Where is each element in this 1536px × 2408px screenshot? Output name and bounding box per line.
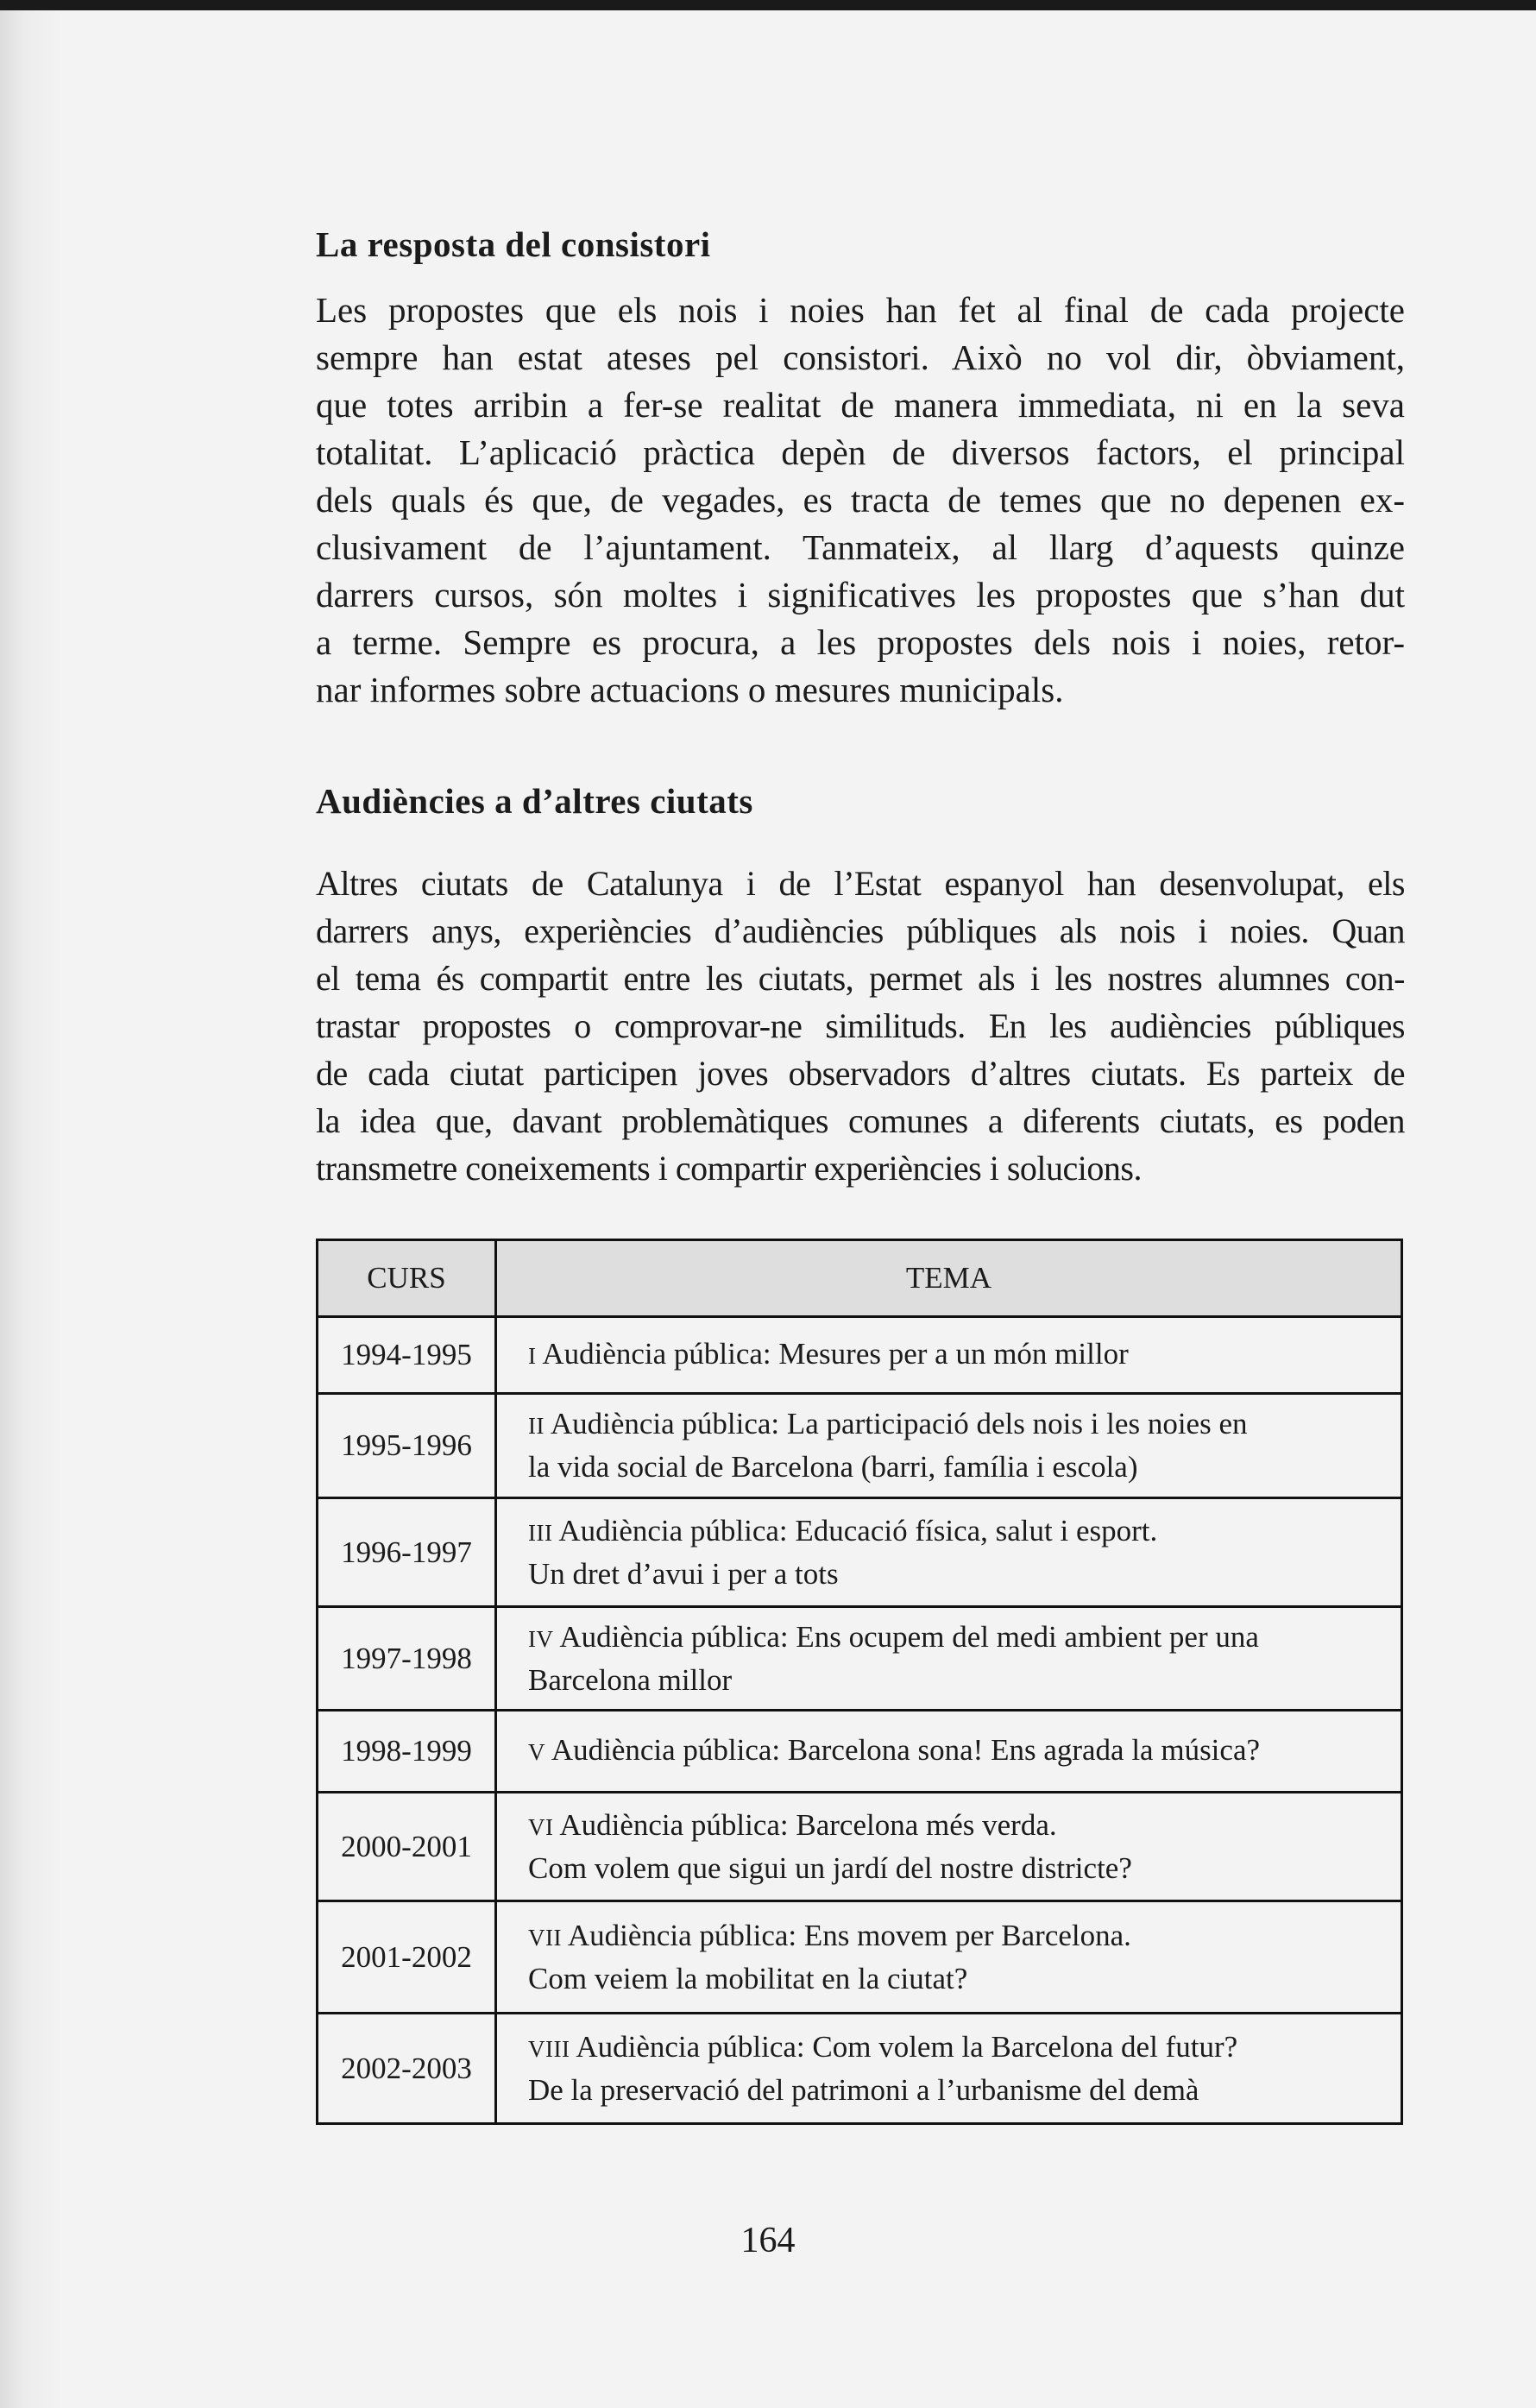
roman-numeral: I bbox=[528, 1343, 537, 1369]
roman-numeral: VI bbox=[528, 1813, 554, 1840]
curs-cell: 1997-1998 bbox=[318, 1607, 496, 1711]
tema-cell bbox=[496, 1901, 1402, 2014]
tema-line: Com veiem la mobilitat en la ciutat? bbox=[528, 1961, 968, 1995]
header-curs: CURS bbox=[318, 1240, 496, 1317]
roman-numeral: IV bbox=[528, 1625, 554, 1652]
tema-line: Audiència pública: Ens ocupem del medi ambient per una bbox=[559, 1619, 1259, 1654]
page-edge bbox=[0, 0, 62, 2408]
table-row bbox=[318, 1394, 1402, 1498]
curs-cell: 2000-2001 bbox=[318, 1793, 496, 1901]
paragraph-consistori bbox=[316, 287, 1405, 714]
text-line: clusivament de l’ajuntament. Tanmateix, al llarg d’aquests quinze bbox=[316, 527, 1405, 567]
curs-cell: 2001-2002 bbox=[318, 1901, 496, 2014]
tema-cell bbox=[496, 1711, 1402, 1793]
curs-cell: 2002-2003 bbox=[318, 2014, 496, 2124]
tema-line: Un dret d’avui i per a tots bbox=[528, 1556, 839, 1591]
roman-numeral: VIII bbox=[528, 2035, 570, 2062]
table-header-row bbox=[318, 1240, 1402, 1317]
text-line: trastar propostes o comprovar-ne similituds. En les audiències públiques bbox=[316, 1006, 1405, 1045]
tema-cell bbox=[496, 1317, 1402, 1394]
tema-line: Audiència pública: Educació física, salut i esport. bbox=[558, 1513, 1158, 1548]
text-line: de cada ciutat participen joves observadors d’altres ciutats. Es parteix de bbox=[316, 1054, 1405, 1093]
text-line: Altres ciutats de Catalunya i de l’Estat espanyol han desenvolupat, els bbox=[316, 864, 1405, 903]
table-row bbox=[318, 1317, 1402, 1394]
tema-cell bbox=[496, 1607, 1402, 1711]
text-line: nar informes sobre actuacions o mesures municipals. bbox=[316, 670, 1064, 709]
table-row bbox=[318, 1607, 1402, 1711]
tema-line: Audiència pública: Ens movem per Barcelona. bbox=[567, 1918, 1131, 1952]
tema-line: De la preservació del patrimoni a l’urbanisme del demà bbox=[528, 2072, 1199, 2107]
roman-numeral: VII bbox=[528, 1924, 562, 1951]
text-line: transmetre coneixements i compartir experiències i solucions. bbox=[316, 1149, 1142, 1188]
tema-line: Audiència pública: La participació dels nois i les noies en bbox=[550, 1407, 1248, 1440]
text-line: dels quals és que, de vegades, es tracta de temes que no depenen ex- bbox=[316, 480, 1405, 520]
roman-numeral: II bbox=[528, 1413, 545, 1439]
tema-cell bbox=[496, 1793, 1402, 1901]
roman-numeral: V bbox=[528, 1739, 545, 1765]
tema-line: Audiència pública: Barcelona sona! Ens agrada la música? bbox=[551, 1733, 1261, 1767]
table-row bbox=[318, 1793, 1402, 1901]
page-number: 164 bbox=[740, 2221, 796, 2260]
tema-line: Audiència pública: Mesures per a un món millor bbox=[542, 1337, 1129, 1371]
text-line: Les propostes que els nois i noies han fet al final de cada projecte bbox=[316, 290, 1405, 330]
header-tema: TEMA bbox=[496, 1240, 1402, 1317]
curs-cell: 1996-1997 bbox=[318, 1498, 496, 1607]
top-rule bbox=[0, 0, 1536, 10]
table-row bbox=[318, 1498, 1402, 1607]
audiencies-table bbox=[316, 1239, 1403, 2125]
tema-line: Audiència pública: Barcelona més verda. bbox=[559, 1807, 1057, 1842]
table-row bbox=[318, 1901, 1402, 2014]
tema-cell bbox=[496, 1498, 1402, 1607]
tema-cell bbox=[496, 1394, 1402, 1498]
curs-cell: 1994-1995 bbox=[318, 1317, 496, 1394]
tema-cell bbox=[496, 2014, 1402, 2124]
tema-line: Audiència pública: Com volem la Barcelona del futur? bbox=[576, 2029, 1238, 2064]
text-line: a terme. Sempre es procura, a les propostes dels nois i noies, retor- bbox=[316, 622, 1405, 662]
section-heading-audiencies: Audiències a d’altres ciutats bbox=[316, 781, 753, 821]
curs-cell: 1995-1996 bbox=[318, 1394, 496, 1498]
paragraph-audiencies bbox=[316, 860, 1405, 1192]
table-row bbox=[318, 2014, 1402, 2124]
tema-line: la vida social de Barcelona (barri, família i escola) bbox=[528, 1450, 1138, 1484]
text-line: el tema és compartit entre les ciutats, permet als i les nostres alumnes con- bbox=[316, 959, 1405, 998]
text-line: la idea que, davant problemàtiques comunes a diferents ciutats, es poden bbox=[316, 1101, 1405, 1140]
curs-cell: 1998-1999 bbox=[318, 1711, 496, 1793]
roman-numeral: III bbox=[528, 1519, 553, 1546]
text-line: sempre han estat ateses pel consistori. Això no vol dir, òbviament, bbox=[316, 337, 1405, 377]
text-line: totalitat. L’aplicació pràctica depèn de diversos factors, el principal bbox=[316, 432, 1405, 472]
text-line: darrers anys, experiències d’audiències públiques als nois i noies. Quan bbox=[316, 911, 1405, 950]
table-row bbox=[318, 1711, 1402, 1793]
tema-line: Com volem que sigui un jardí del nostre districte? bbox=[528, 1850, 1132, 1885]
text-line: que totes arribin a fer-se realitat de manera immediata, ni en la seva bbox=[316, 385, 1405, 425]
tema-line: Barcelona millor bbox=[528, 1662, 733, 1697]
text-line: darrers cursos, són moltes i significatives les propostes que s’han dut bbox=[316, 575, 1405, 615]
section-heading-consistori: La resposta del consistori bbox=[316, 224, 711, 264]
